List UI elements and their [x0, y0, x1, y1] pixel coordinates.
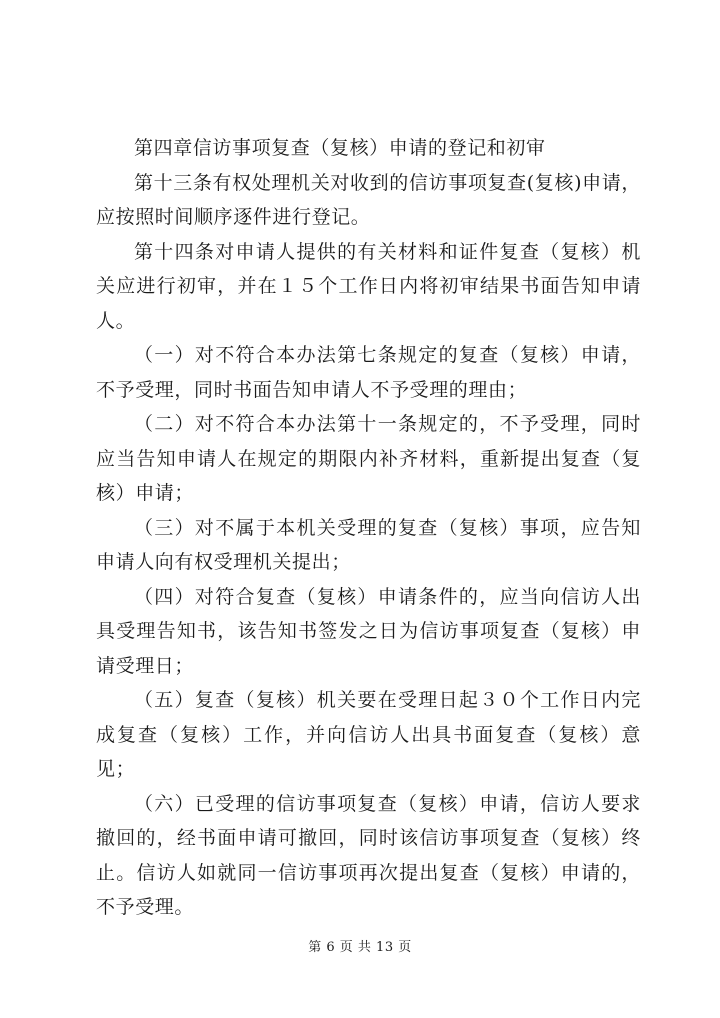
document-body [96, 131, 641, 925]
paragraph-article-13: 第十三条有权处理机关对收到的信访事项复查(复核)申请，应按照时间顺序逐件进行登记。 [96, 171, 641, 228]
paragraph-item-4: （四）对符合复查（复核）申请条件的，应当向信访人出具受理告知书，该告知书签发之日为信访事项复查（复核）申请受理日； [96, 585, 641, 677]
chapter-heading: 第四章信访事项复查（复核）申请的登记和初审 [134, 137, 546, 159]
paragraph-item-2: （二）对不符合本办法第十一条规定的，不予受理，同时应当告知申请人在规定的期限内补齐材料，重新提出复查（复核）申请； [96, 413, 641, 504]
page-number-footer: 第 6 页 共 13 页 [308, 940, 412, 955]
paragraph-item-3: （三）对不属于本机关受理的复查（复核）事项，应告知申请人向有权受理机关提出； [96, 516, 641, 573]
paragraph-item-5: （五）复查（复核）机关要在受理日起３０个工作日内完成复查（复核）工作，并向信访人出具书面复查（复核）意见； [96, 689, 641, 780]
paragraph-article-14: 第十四条对申请人提供的有关材料和证件复查（复核）机关应进行初审，并在１５个工作日内将初审结果书面告知申请人。 [96, 240, 641, 332]
paragraph-item-6: （六）已受理的信访事项复查（复核）申请，信访人要求撤回的，经书面申请可撤回，同时该信访事项复查（复核）终止。信访人如就同一信访事项再次提出复查（复核）申请的，不予受理。 [96, 792, 641, 918]
paragraph-item-1: （一）对不符合本办法第七条规定的复查（复核）申请，不予受理，同时书面告知申请人不予受理的理由； [96, 344, 641, 401]
